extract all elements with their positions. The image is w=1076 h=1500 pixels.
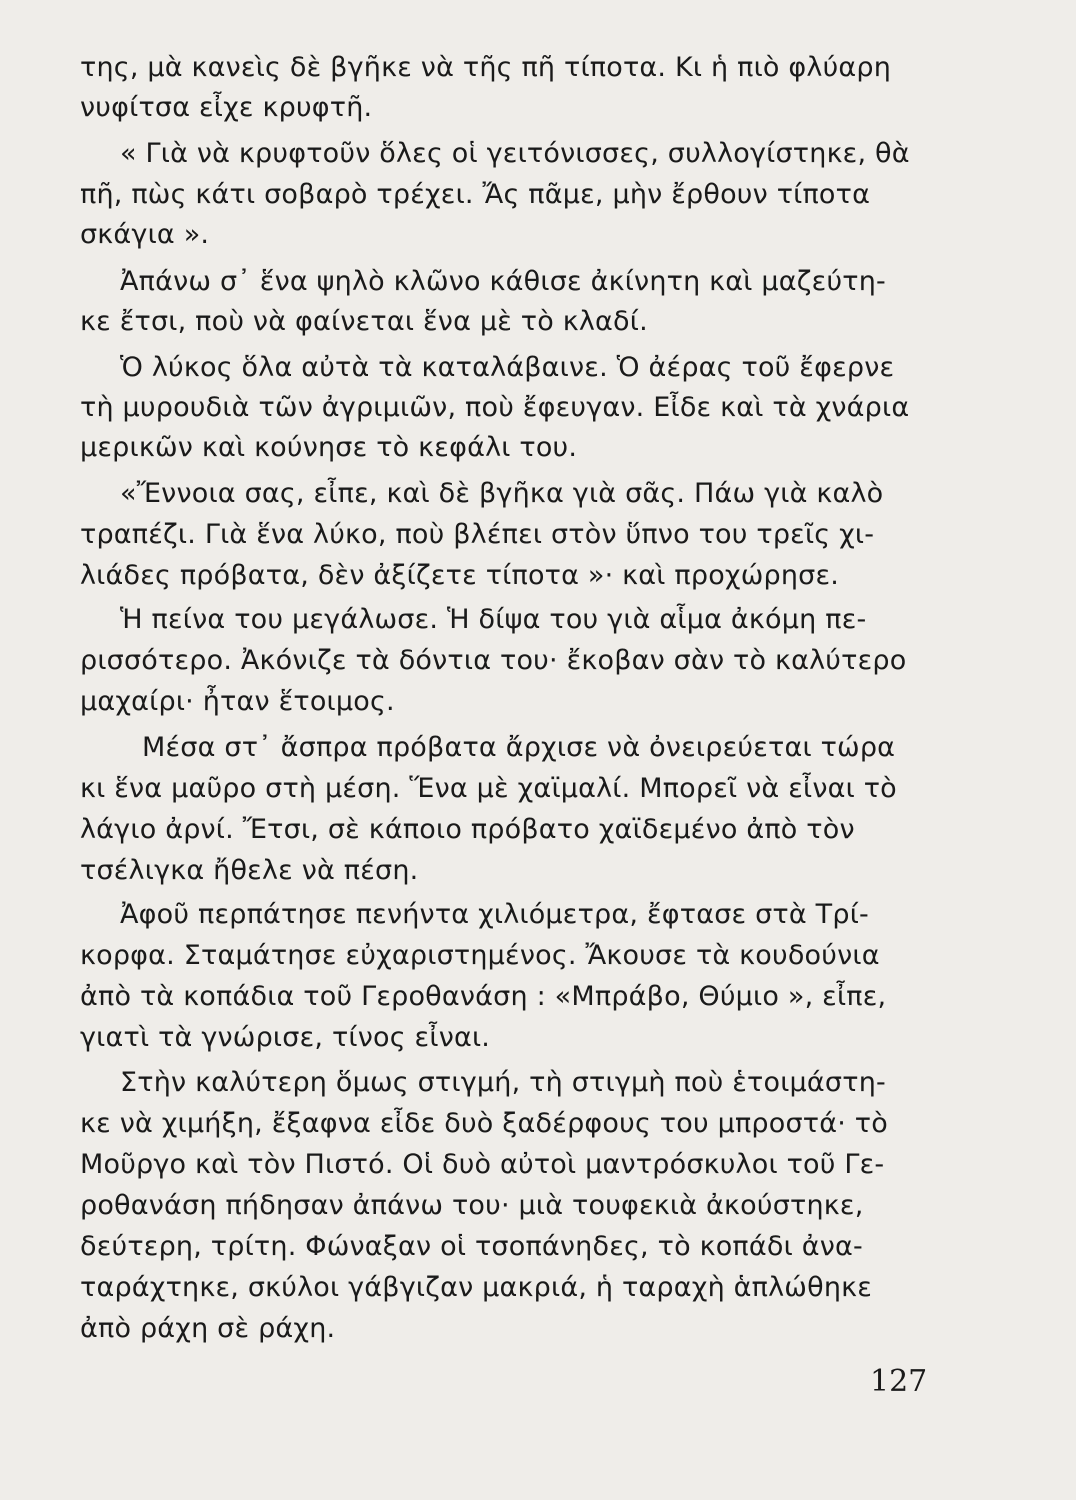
text-line: Ὁ λύκος ὅλα αὐτὰ τὰ καταλάβαινε. Ὁ ἀέρας τοῦ ἔφερνε [120,352,895,383]
text-line: ἀπὸ τὰ κοπάδια τοῦ Γεροθανάση : «Μπράβο, Θύμιο », εἶπε, [80,981,887,1012]
text-line: « Γιὰ νὰ κρυφτοῦν ὅλες οἱ γειτόνισσες, συλλογίστηκε, θὰ [120,138,910,169]
text-line: τὴ μυρουδιὰ τῶν ἀγριμιῶν, ποὺ ἔφευγαν. Εἶδε καὶ τὰ χνάρια [80,392,910,423]
text-line: Μέσα στ᾽ ἄσπρα πρόβατα ἄρχισε νὰ ὀνειρεύεται τώρα [142,732,896,763]
text-line: λάγιο ἀρνί. Ἔτσι, σὲ κάποιο πρόβατο χαϊδεμένο ἀπὸ τὸν [80,814,855,845]
text-line: της, μὰ κανεὶς δὲ βγῆκε νὰ τῆς πῆ τίποτα. Κι ἡ πιὸ φλύαρη [80,52,892,83]
text-line: γιατὶ τὰ γνώρισε, τίνος εἶναι. [80,1022,491,1053]
text-line: λιάδες πρόβατα, δὲν ἀξίζετε τίποτα »· καὶ προχώρησε. [80,560,840,591]
text-line: μερικῶν καὶ κούνησε τὸ κεφάλι του. [80,432,578,463]
text-line: Στὴν καλύτερη ὅμως στιγμή, τὴ στιγμὴ ποὺ ἑτοιμάστη- [120,1067,886,1098]
text-line: ἀπὸ ράχη σὲ ράχη. [80,1313,336,1344]
text-line: κε νὰ χιμήξη, ἔξαφνα εἶδε δυὸ ξαδέρφους του μπροστά· τὸ [80,1108,888,1139]
text-line: νυφίτσα εἶχε κρυφτῆ. [80,92,373,123]
text-line: ροθανάση πήδησαν ἀπάνω του· μιὰ τουφεκιὰ ἀκούστηκε, [80,1190,864,1221]
text-line: Μοῦργο καὶ τὸν Πιστό. Οἱ δυὸ αὐτοὶ μαντρόσκυλοι τοῦ Γε- [80,1149,885,1180]
text-line: πῆ, πὼς κάτι σοβαρὸ τρέχει. Ἄς πᾶμε, μὴν ἔρθουν τίποτα [80,179,871,210]
text-line: τραπέζι. Γιὰ ἕνα λύκο, ποὺ βλέπει στὸν ὕπνο του τρεῖς χι- [80,519,875,550]
text-line: Ἀφοῦ περπάτησε πενήντα χιλιόμετρα, ἔφτασε στὰ Τρί- [120,899,869,930]
text-line: Ἀπάνω σ᾽ ἕνα ψηλὸ κλῶνο κάθισε ἀκίνητη καὶ μαζεύτη- [120,266,887,297]
text-line: δεύτερη, τρίτη. Φώναξαν οἱ τσοπάνηδες, τὸ κοπάδι ἀνα- [80,1231,863,1262]
text-line: σκάγια ». [80,219,210,250]
text-line: μαχαίρι· ἦταν ἕτοιμος. [80,686,395,717]
text-line: Ἡ πείνα του μεγάλωσε. Ἡ δίψα του γιὰ αἷμα ἀκόμη πε- [120,604,867,635]
text-line: ταράχτηκε, σκύλοι γάβγιζαν μακριά, ἡ ταραχὴ ἁπλώθηκε [80,1272,873,1303]
text-line: «Ἔννοια σας, εἶπε, καὶ δὲ βγῆκα γιὰ σᾶς. Πάω γιὰ καλὸ [120,478,884,509]
text-line: ρισσότερο. Ἀκόνιζε τὰ δόντια του· ἔκοβαν σὰν τὸ καλύτερο [80,645,907,676]
text-line: κε ἔτσι, ποὺ νὰ φαίνεται ἕνα μὲ τὸ κλαδί. [80,306,648,337]
text-line: κι ἕνα μαῦρο στὴ μέση. Ἕνα μὲ χαϊμαλί. Μπορεῖ νὰ εἶναι τὸ [80,773,897,804]
text-line: τσέλιγκα ἤθελε νὰ πέση. [80,855,419,886]
text-line: κορφα. Σταμάτησε εὐχαριστημένος. Ἄκουσε τὰ κουδούνια [80,940,880,971]
page-number: 127 [870,1364,928,1399]
